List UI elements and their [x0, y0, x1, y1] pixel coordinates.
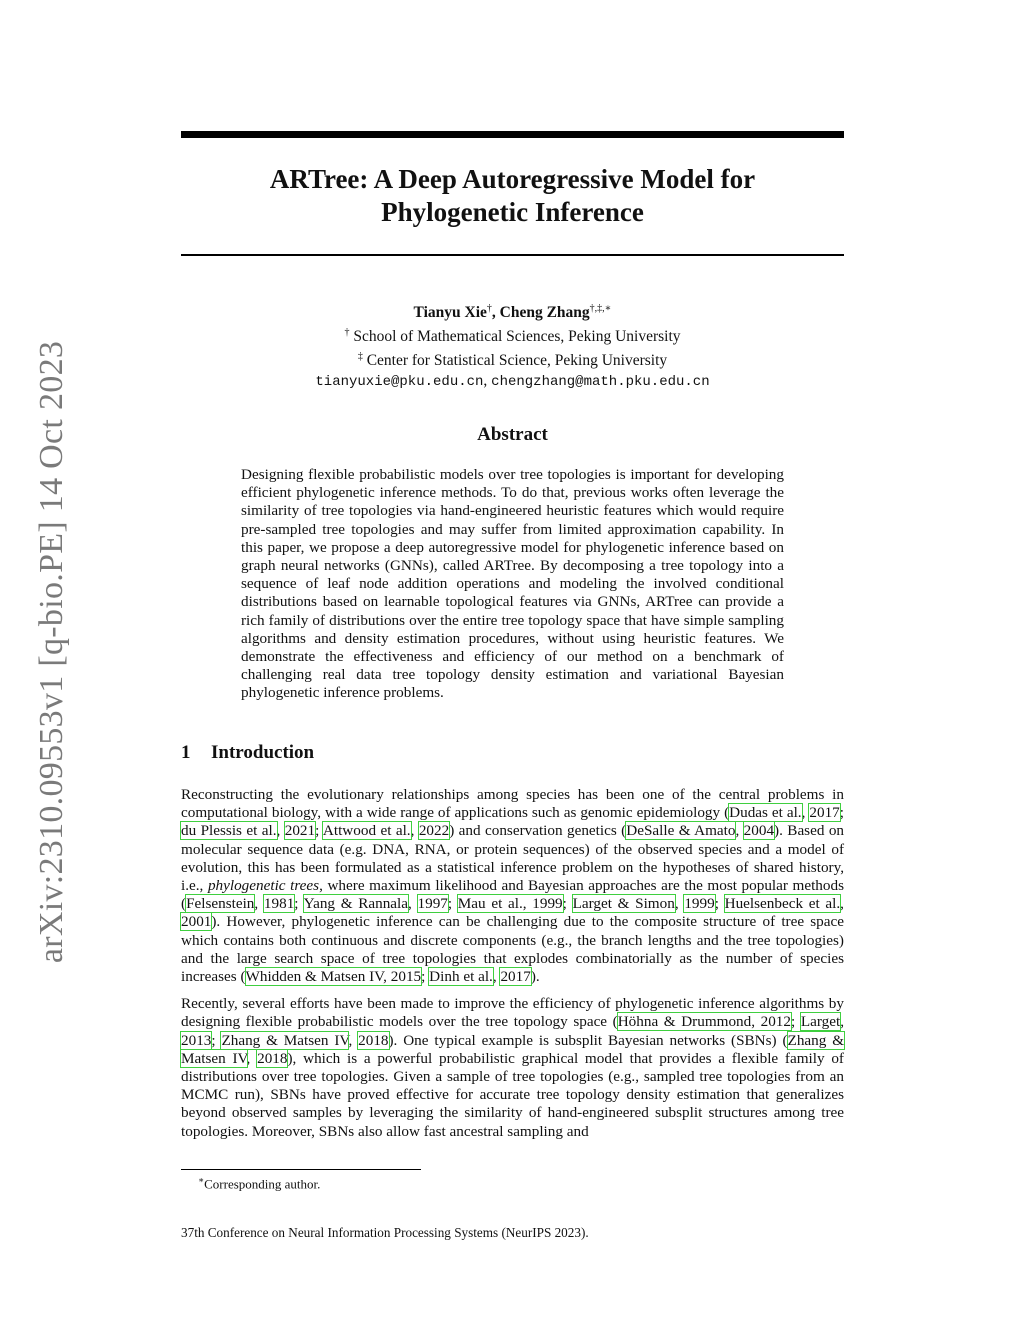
email-1[interactable]: tianyuxie@pku.edu.cn: [315, 374, 484, 391]
title-line-1: ARTree: A Deep Autoregressive Model for: [269, 164, 756, 194]
text-run: ;: [294, 895, 304, 913]
affiliation-1-text: School of Mathematical Sciences, Peking University: [349, 328, 681, 346]
affiliation-2-mark: ‡: [357, 351, 363, 363]
text-run: ;: [562, 895, 573, 913]
citation-link[interactable]: 2018: [358, 1031, 389, 1049]
affiliation-2-text: Center for Statistical Science, Peking University: [362, 352, 668, 370]
text-run: ;: [447, 895, 458, 913]
citation-link[interactable]: 2021: [284, 822, 316, 840]
author-2-marks: †,‡,∗: [589, 303, 612, 314]
citation-link[interactable]: Dinh et al.: [429, 968, 493, 986]
citation-link[interactable]: Dudas et al.: [729, 804, 802, 822]
title-top-rule: [181, 131, 844, 138]
citation-link[interactable]: 2001: [181, 913, 212, 931]
text-run: ,: [801, 804, 810, 822]
citation-link[interactable]: Yang & Rannala: [303, 895, 408, 913]
author-1-marks: †: [486, 303, 492, 314]
citation-link[interactable]: Larget & Simon: [572, 895, 675, 913]
text-run: Recently, several efforts have been made to improve the efficiency of phylogenetic inference algorithms by designing flexible probabilistic models over the tree topology space (: [181, 995, 844, 1031]
author-1: Tianyu Xie: [413, 304, 487, 322]
text-run: ,: [410, 822, 419, 840]
citation-link[interactable]: 2017: [809, 804, 840, 822]
citation-link[interactable]: Attwood et al.: [322, 822, 411, 840]
text-run: , where maximum likelihood and Bayesian approaches are the most popular methods (: [181, 877, 844, 913]
citation-link[interactable]: Felsenstein: [186, 895, 255, 913]
affiliation-1-mark: †: [344, 327, 350, 339]
text-run: ;: [714, 895, 725, 913]
section-title: Introduction: [211, 742, 315, 763]
author-block: [181, 299, 844, 392]
author-separator: ,: [491, 304, 500, 322]
citation-link[interactable]: 1999: [684, 895, 715, 913]
text-run: ;: [315, 822, 323, 840]
email-separator: ,: [483, 372, 492, 390]
text-run: ,: [246, 1049, 258, 1067]
affiliation-1: [181, 323, 844, 347]
text-run: ;: [839, 804, 844, 822]
citation-link[interactable]: DeSalle & Amato: [626, 822, 736, 840]
text-run: ;: [211, 1031, 222, 1049]
footnote-mark: ∗: [198, 1175, 205, 1185]
author-names: [181, 299, 844, 323]
citation-link[interactable]: 2022: [418, 822, 450, 840]
citation-link[interactable]: Zhang & Matsen IV: [181, 1031, 845, 1067]
intro-paragraph-2: [181, 995, 844, 1141]
citation-link[interactable]: du Plessis et al.: [181, 822, 277, 840]
text-run: ,: [348, 1031, 359, 1049]
text-run: ). However, phylogenetic inference can be challenging due to the composite structure of tree space which contains both continuous and discrete components (e.g., the branch lengths and the tree topologies) and the large search space of tree topologies that explodes combinatorially as the number of species increases (: [181, 913, 844, 986]
venue-note: 37th Conference on Neural Information Processing Systems (NeurIPS 2023).: [181, 1225, 589, 1240]
text-run: ,: [408, 895, 418, 913]
citation-link[interactable]: 1997: [417, 895, 448, 913]
abstract-heading: Abstract: [477, 424, 548, 445]
citation-link[interactable]: Huelsenbeck et al.: [724, 895, 841, 913]
citation-link[interactable]: Höhna & Drummond, 2012: [617, 1013, 791, 1031]
citation-link[interactable]: Zhang & Matsen IV: [221, 1031, 349, 1049]
text-run: ). Based on molecular sequence data (e.g. DNA, RNA, or protein sequences) of the observed species and a model of evolution, this has been formulated as a statistical inference problem on the hypotheses of shared history, i.e.,: [181, 822, 845, 895]
citation-link[interactable]: Whidden & Matsen IV, 2015: [245, 968, 422, 986]
author-emails: [181, 371, 844, 392]
text-run: ). One typical example is subsplit Bayesian networks (SBNs) (: [388, 1031, 788, 1049]
footnote: [198, 1175, 320, 1192]
text-run: ,: [840, 895, 844, 913]
text-run: ).: [530, 968, 540, 986]
introduction-body: [181, 786, 844, 1150]
arxiv-stamp: arXiv:2310.09553v1 [q-bio.PE] 14 Oct 2023: [33, 340, 70, 964]
text-run: ,: [492, 968, 501, 986]
email-2[interactable]: chengzhang@math.pku.edu.cn: [491, 374, 710, 391]
citation-link[interactable]: 2017: [500, 968, 531, 986]
text-run: ), which is a powerful probabilistic graphical model that provides a flexible family of distributions over tree topologies. Given a sample of tree topologies (e.g., sampled tree topologies from an MCMC run), SBNs have proved effective for accurate tree topology density estimation that generalizes beyond observed samples by leveraging the similarity of hand-engineered subsplit structures among tree topologies. Moreover, SBNs also allow fast ancestral sampling and: [181, 1049, 844, 1140]
citation-link[interactable]: 2004: [743, 822, 775, 840]
affiliation-2: [181, 347, 844, 371]
title-line-2: Phylogenetic Inference: [381, 197, 644, 227]
emphasis-text: phylogenetic trees: [207, 877, 320, 895]
abstract-text: Designing flexible probabilistic models over tree topologies is important for developing efficient phylogenetic inference methods. To do that, previous works often leverage the similarity of tree topologies via hand-engineered heuristic features which would require pre-sampled tree topologies and may suffer from limited approximation capability. In this paper, we propose a deep autoregressive model for phylogenetic inference based on graph neural networks (GNNs), called ARTree. By decomposing a tree topology into a sequence of leaf node addition operations and modeling the involved conditional distributions based on learnable topological features via GNNs, ARTree can provide a rich family of distributions over the entire tree topology space that have simple sampling algorithms and density estimation procedures, without using heuristic features. We demonstrate the effectiveness and efficiency of our method on a benchmark of challenging real data tree topology density estimation and variational Bayesian phylogenetic inference problems.: [241, 466, 784, 702]
paper-title: [181, 163, 844, 229]
text-run: ,: [254, 895, 264, 913]
text-run: ,: [276, 822, 285, 840]
footnote-rule: [181, 1169, 421, 1170]
author-2: Cheng Zhang: [499, 304, 590, 322]
citation-link[interactable]: 1981: [263, 895, 295, 913]
section-number: 1: [181, 742, 191, 763]
text-run: ) and conservation genetics (: [449, 822, 627, 840]
text-run: ,: [735, 822, 744, 840]
text-run: Reconstructing the evolutionary relationships among species has been one of the central problems in computational biology, with a wide range of applications such as genomic epidemiology (: [181, 786, 844, 822]
citation-link[interactable]: 2013: [181, 1031, 212, 1049]
intro-paragraph-1: [181, 786, 844, 986]
title-bottom-rule: [181, 254, 844, 256]
text-run: ,: [840, 1013, 844, 1031]
footnote-text: Corresponding author.: [204, 1176, 321, 1192]
section-heading: [181, 742, 314, 764]
text-run: ;: [791, 1013, 801, 1031]
citation-link[interactable]: 2018: [257, 1049, 288, 1067]
text-run: ,: [674, 895, 685, 913]
citation-link[interactable]: Mau et al., 1999: [457, 895, 563, 913]
citation-link[interactable]: Larget: [800, 1013, 841, 1031]
text-run: ;: [421, 968, 430, 986]
